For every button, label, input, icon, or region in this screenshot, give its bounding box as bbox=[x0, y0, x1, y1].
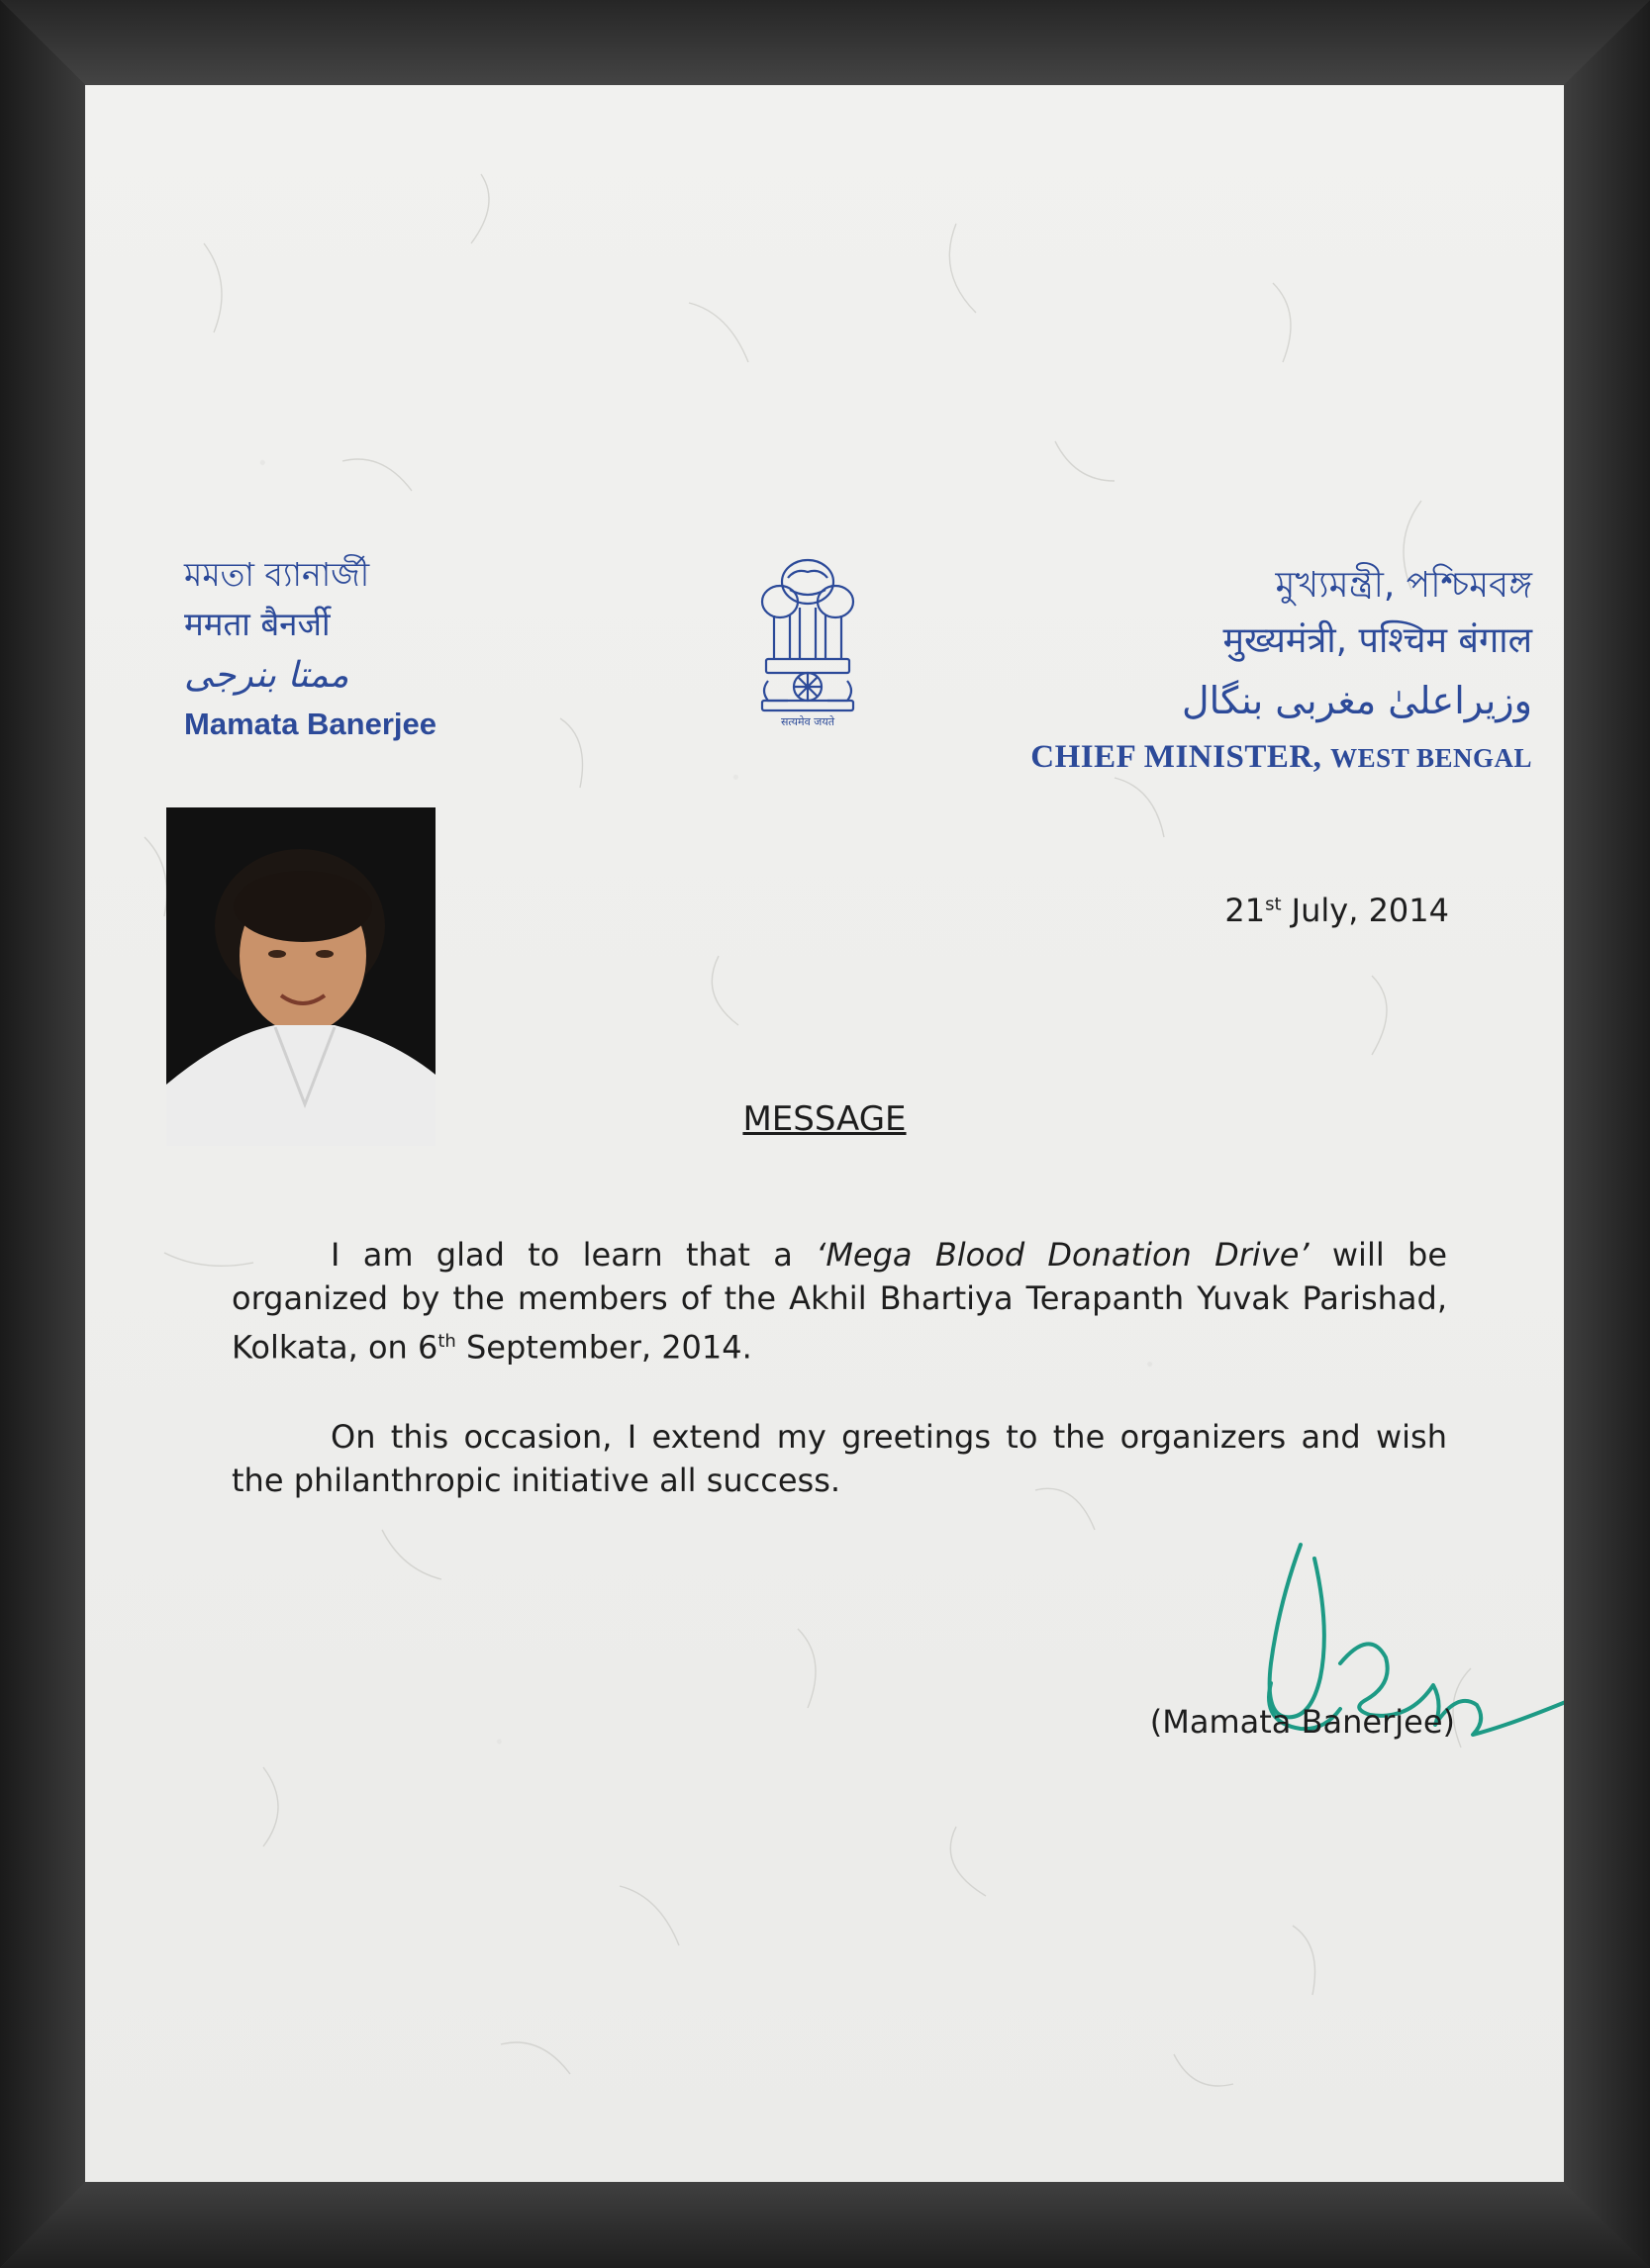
name-urdu: ممتا بنرجی bbox=[184, 655, 349, 696]
name-bengali: মমতা ব্যানার্জী bbox=[184, 555, 370, 594]
p1-part-a: I am glad to learn that a bbox=[331, 1236, 817, 1274]
name-hindi: ममता बैनर्जी bbox=[184, 605, 331, 643]
signatory-name: (Mamata Banerjee) bbox=[1149, 1703, 1455, 1741]
frame-top-border bbox=[0, 0, 1650, 85]
p1-event-name: ‘Mega Blood Donation Drive’ bbox=[816, 1236, 1310, 1274]
portrait-image bbox=[166, 807, 436, 1146]
p1-sup: th bbox=[437, 1331, 456, 1352]
title-english-state: WEST BENGAL bbox=[1330, 743, 1532, 773]
title-english-main: CHIEF MINISTER, bbox=[1030, 739, 1322, 775]
letter-date bbox=[1224, 892, 1449, 929]
paragraph-2: On this occasion, I extend my greetings to the organizers and wish the philanthropic initiative all success. bbox=[232, 1417, 1447, 1499]
p1-part-c: September, 2014. bbox=[455, 1328, 752, 1367]
title-urdu: وزیراعلیٰ مغربی بنگال bbox=[1181, 679, 1532, 722]
message-body bbox=[232, 1233, 1447, 1548]
date-rest: July, 2014 bbox=[1291, 892, 1449, 929]
emblem-motto: सत्यमेव जयते bbox=[780, 715, 835, 728]
frame-right-border bbox=[1564, 0, 1650, 2268]
message-heading: MESSAGE bbox=[742, 1099, 907, 1139]
letterhead-right bbox=[1030, 558, 1532, 783]
title-english bbox=[1030, 732, 1532, 783]
p1-part-b: will be organized by the members of the Akhil Bhartiya Terapanth Yuvak Parishad, Kolkata, on 6 bbox=[232, 1236, 1448, 1367]
letterhead-left bbox=[184, 550, 437, 746]
portrait-photo bbox=[166, 807, 436, 1146]
letter-paper bbox=[85, 85, 1564, 2182]
name-english: Mamata Banerjee bbox=[184, 707, 437, 741]
national-emblem-icon bbox=[738, 550, 877, 728]
date-day: 21 bbox=[1224, 892, 1266, 929]
frame-left-border bbox=[0, 0, 85, 2268]
handwritten-signature bbox=[1174, 1535, 1564, 1782]
date-suffix: st bbox=[1265, 894, 1282, 915]
title-bengali: মুখ্যমন্ত্রী, পশ্চিমবঙ্গ bbox=[1275, 565, 1532, 606]
frame-bottom-border bbox=[0, 2182, 1650, 2268]
paragraph-1 bbox=[232, 1233, 1447, 1370]
title-hindi: मुख्यमंत्री, पश्चिम बंगाल bbox=[1222, 620, 1532, 661]
